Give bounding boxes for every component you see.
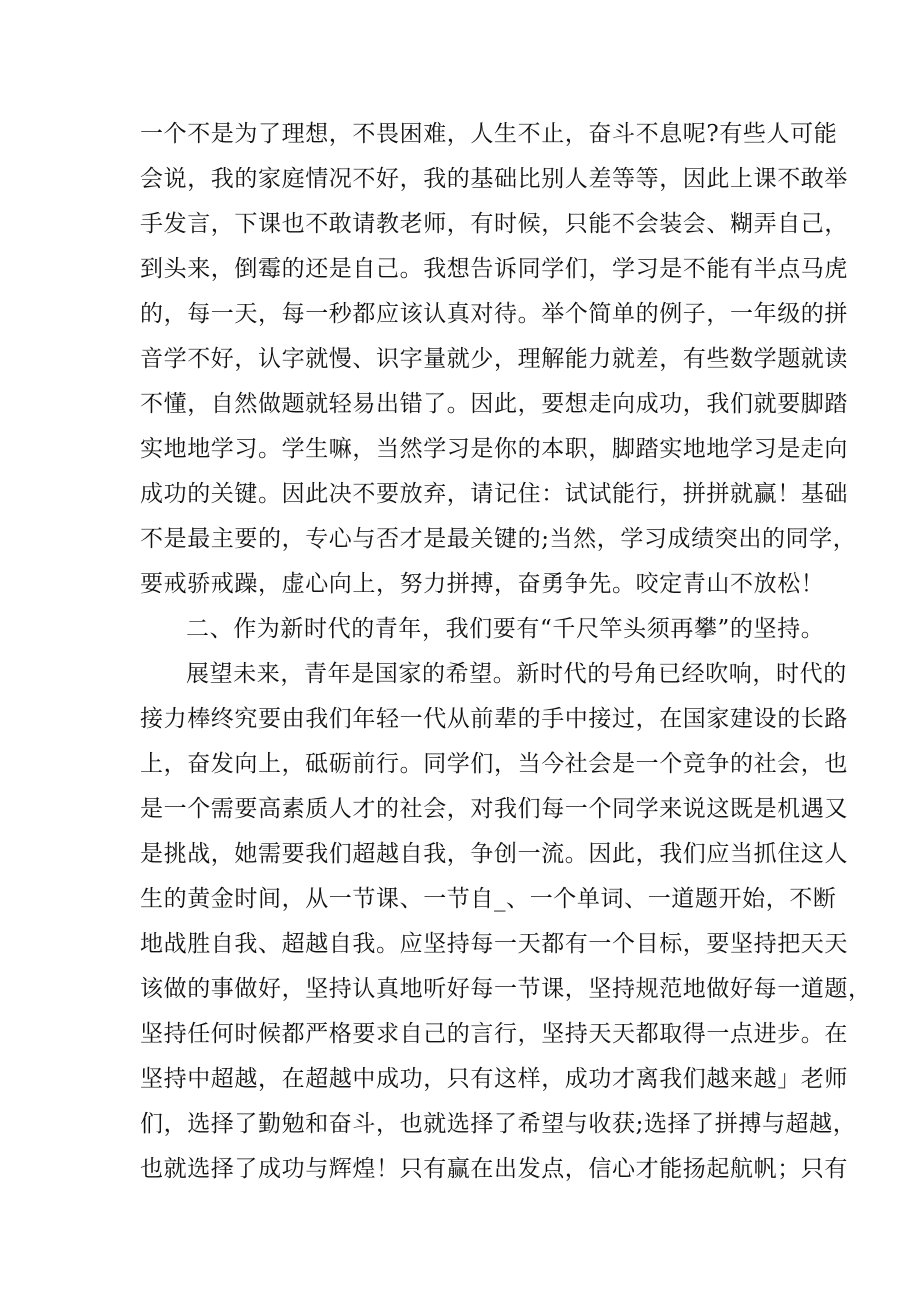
text-line: 坚持中超越，在超越中成功，只有这样，成功才离我们越来越」老师 xyxy=(140,1066,848,1092)
body-text xyxy=(140,112,872,1192)
text-line: 生的黄金时间，从一节课、一节自_、一个单词、一道题开始，不断 xyxy=(140,886,837,912)
text-line: 也就选择了成功与辉煌！只有赢在出发点，信心才能扬起航帆；只有 xyxy=(140,1156,848,1182)
text-line: 接力棒终究要由我们年轻一代从前辈的手中接过，在国家建设的长路 xyxy=(140,706,848,732)
text-line: 实地地学习。学生嘛，当然学习是你的本职，脚踏实地地学习是走向 xyxy=(140,436,848,462)
text-line: 一个不是为了理想，不畏困难，人生不止，奋斗不息呢?有些人可能 xyxy=(140,121,838,147)
text-line: 到头来，倒霉的还是自己。我想告诉同学们，学习是不能有半点马虎 xyxy=(140,256,848,282)
text-line: 该做的事做好，坚持认真地听好每一节课，坚持规范地做好每一道题， xyxy=(140,976,872,1002)
section-heading: 二、作为新时代的青年，我们要有“千尺竿头须再攀”的坚持。 xyxy=(186,616,825,642)
text-line: 的，每一天，每一秒都应该认真对待。举个简单的例子，一年级的拼 xyxy=(140,301,848,327)
text-line: 展望未来，青年是国家的希望。新时代的号角已经吹响，时代的 xyxy=(186,661,847,687)
text-line: 是一个需要高素质人才的社会，对我们每一个同学来说这既是机遇又 xyxy=(140,796,848,822)
text-line: 地战胜自我、超越自我。应坚持每一天都有一个目标，要坚持把天天 xyxy=(140,931,848,957)
text-line: 手发言，下课也不敢请教老师，有时候，只能不会装会、糊弄自己， xyxy=(140,211,848,237)
text-line: 会说，我的家庭情况不好，我的基础比别人差等等，因此上课不敢举 xyxy=(140,166,848,192)
text-line: 音学不好，认字就慢、识字量就少，理解能力就差，有些数学题就读 xyxy=(140,346,848,372)
text-line: 坚持任何时候都严格要求自己的言行，坚持天天都取得一点进步。在 xyxy=(140,1021,848,1047)
text-line: 成功的关键。因此决不要放弃，请记住：试试能行，拼拼就赢！基础 xyxy=(140,481,848,507)
text-line: 们，选择了勤勉和奋斗，也就选择了希望与收获;选择了拼搏与超越， xyxy=(140,1111,857,1137)
text-line: 上，奋发向上，砥砺前行。同学们，当今社会是一个竞争的社会，也 xyxy=(140,751,848,777)
text-line: 是挑战，她需要我们超越自我，争创一流。因此，我们应当抓住这人 xyxy=(140,841,848,867)
text-line: 不懂，自然做题就轻易出错了。因此，要想走向成功，我们就要脚踏 xyxy=(140,391,848,417)
text-line: 不是最主要的，专心与否才是最关键的;当然，学习成绩突出的同学， xyxy=(140,526,857,552)
text-line: 要戒骄戒躁，虚心向上，努力拼搏，奋勇争先。咬定青山不放松！ xyxy=(140,571,825,597)
